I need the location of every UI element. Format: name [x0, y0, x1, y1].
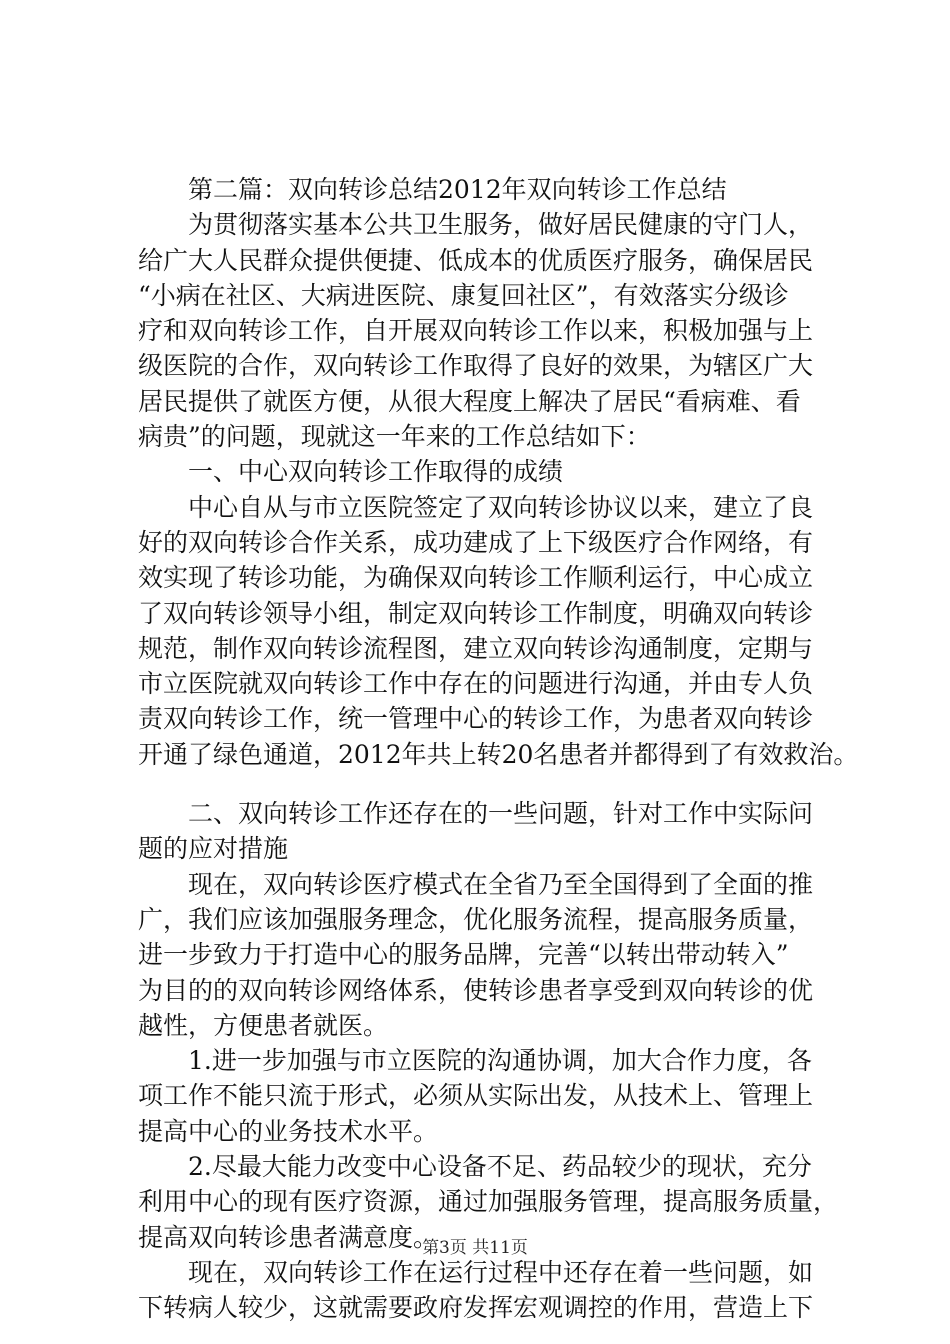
- paragraph-line: 下转病人较少，这就需要政府发挥宏观调控的作用，营造上下: [138, 1293, 814, 1323]
- paragraph-line: 为贯彻落实基本公共卫生服务，做好居民健康的守门人，: [188, 210, 814, 240]
- paragraph-line: 责双向转诊工作，统一管理中心的转诊工作，为患者双向转诊: [138, 704, 814, 734]
- paragraph-line: 提高中心的业务技术水平。: [138, 1116, 439, 1146]
- paragraph-line: 级医院的合作，双向转诊工作取得了良好的效果，为辖区广大: [138, 351, 814, 381]
- paragraph-line: “小病在社区、大病进医院、康复回社区”，有效落实分级诊: [138, 280, 789, 310]
- paragraph-line: 病贵”的问题，现就这一年来的工作总结如下：: [138, 422, 651, 452]
- paragraph-gap: [138, 772, 832, 796]
- paragraph-line: 进一步致力于打造中心的服务品牌，完善“以转出带动转入”: [138, 940, 789, 970]
- paragraph-line: 现在，双向转诊工作在运行过程中还存在着一些问题，如: [188, 1257, 814, 1287]
- section-heading: 一、中心双向转诊工作取得的成绩: [188, 457, 564, 487]
- document-body: [138, 172, 859, 1326]
- paragraph-line: 规范，制作双向转诊流程图，建立双向转诊沟通制度，定期与: [138, 633, 814, 663]
- paragraph-line: 居民提供了就医方便，从很大程度上解决了居民“看病难、看: [138, 386, 801, 416]
- paragraph-line: 提高双向转诊患者满意度。: [138, 1222, 439, 1252]
- paragraph-line: 越性，方便患者就医。: [138, 1010, 389, 1040]
- paragraph-line: 了双向转诊领导小组，制定双向转诊工作制度，明确双向转诊: [138, 598, 814, 628]
- paragraph-line: 为目的的双向转诊网络体系，使转诊患者享受到双向转诊的优: [138, 975, 814, 1005]
- section-heading-continued: 题的应对措施: [138, 834, 289, 864]
- paragraph-line: 项工作不能只流于形式，必须从实际出发，从技术上、管理上: [138, 1081, 814, 1111]
- paragraph-line: 广，我们应该加强服务理念，优化服务流程，提高服务质量，: [138, 904, 814, 934]
- paragraph-line: 市立医院就双向转诊工作中存在的问题进行沟通，并由专人负: [138, 669, 814, 699]
- paragraph-line: 现在，双向转诊医疗模式在全省乃至全国得到了全面的推: [188, 869, 814, 899]
- paragraph-line: 中心自从与市立医院签定了双向转诊协议以来，建立了良: [188, 492, 814, 522]
- paragraph-line: 好的双向转诊合作关系，成功建成了上下级医疗合作网络，有: [138, 527, 814, 557]
- paragraph-line: 利用中心的现有医疗资源，通过加强服务管理，提高服务质量，: [138, 1187, 839, 1217]
- paragraph-line: 疗和双向转诊工作，自开展双向转诊工作以来，积极加强与上: [138, 316, 814, 346]
- section-title: 第二篇：双向转诊总结2012年双向转诊工作总结: [188, 175, 727, 204]
- paragraph-line: 效实现了转诊功能，为确保双向转诊工作顺利运行，中心成立: [138, 563, 814, 593]
- numbered-item-line: 1.进一步加强与市立医院的沟通协调，加大合作力度，各: [188, 1046, 812, 1076]
- numbered-item-line: 2.尽最大能力改变中心设备不足、药品较少的现状，充分: [188, 1152, 812, 1182]
- page-number-footer: 第3页 共11页: [422, 1238, 528, 1258]
- paragraph-line: 开通了绿色通道，2012年共上转20名患者并都得到了有效救治。: [138, 739, 859, 769]
- section-heading: 二、双向转诊工作还存在的一些问题，针对工作中实际问: [188, 799, 814, 829]
- paragraph-line: 给广大人民群众提供便捷、低成本的优质医疗服务，确保居民: [138, 245, 814, 275]
